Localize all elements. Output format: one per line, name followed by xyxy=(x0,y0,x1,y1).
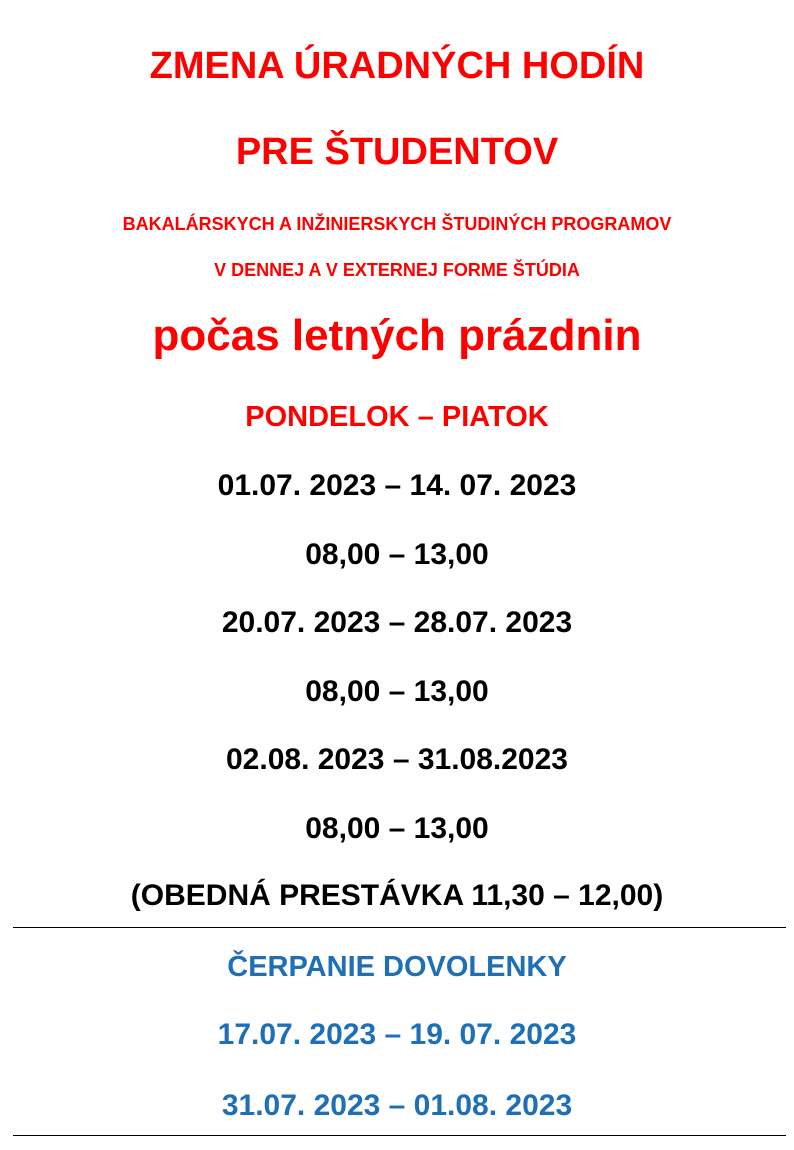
vacation-period: 17.07. 2023 – 19. 07. 2023 xyxy=(217,1018,577,1051)
subtitle-study-form: V DENNEJ A V EXTERNEJ FORME ŠTÚDIA xyxy=(214,260,580,280)
schedule-hours: 08,00 – 13,00 xyxy=(305,812,489,845)
divider-bottom xyxy=(13,1135,786,1136)
subtitle-programs: BAKALÁRSKYCH A INŽINIERSKYCH ŠTUDINÝCH PROGRAMOV xyxy=(122,214,672,234)
schedule-dates: 02.08. 2023 – 31.08.2023 xyxy=(226,743,568,776)
schedule-hours: 08,00 – 13,00 xyxy=(305,675,489,708)
schedule-dates: 20.07. 2023 – 28.07. 2023 xyxy=(221,606,573,639)
schedule-hours: 08,00 – 13,00 xyxy=(305,538,489,571)
title-line-2: PRE ŠTUDENTOV xyxy=(235,131,559,173)
vacation-period: 31.07. 2023 – 01.08. 2023 xyxy=(221,1089,573,1122)
divider-top xyxy=(13,927,786,928)
period-heading: počas letných prázdnin xyxy=(152,311,642,360)
schedule-dates: 01.07. 2023 – 14. 07. 2023 xyxy=(217,469,577,502)
lunch-break-note: (OBEDNÁ PRESTÁVKA 11,30 – 12,00) xyxy=(130,879,664,912)
weekdays-heading: PONDELOK – PIATOK xyxy=(245,401,549,433)
vacation-heading: ČERPANIE DOVOLENKY xyxy=(227,951,567,983)
title-line-1: ZMENA ÚRADNÝCH HODÍN xyxy=(149,45,645,87)
